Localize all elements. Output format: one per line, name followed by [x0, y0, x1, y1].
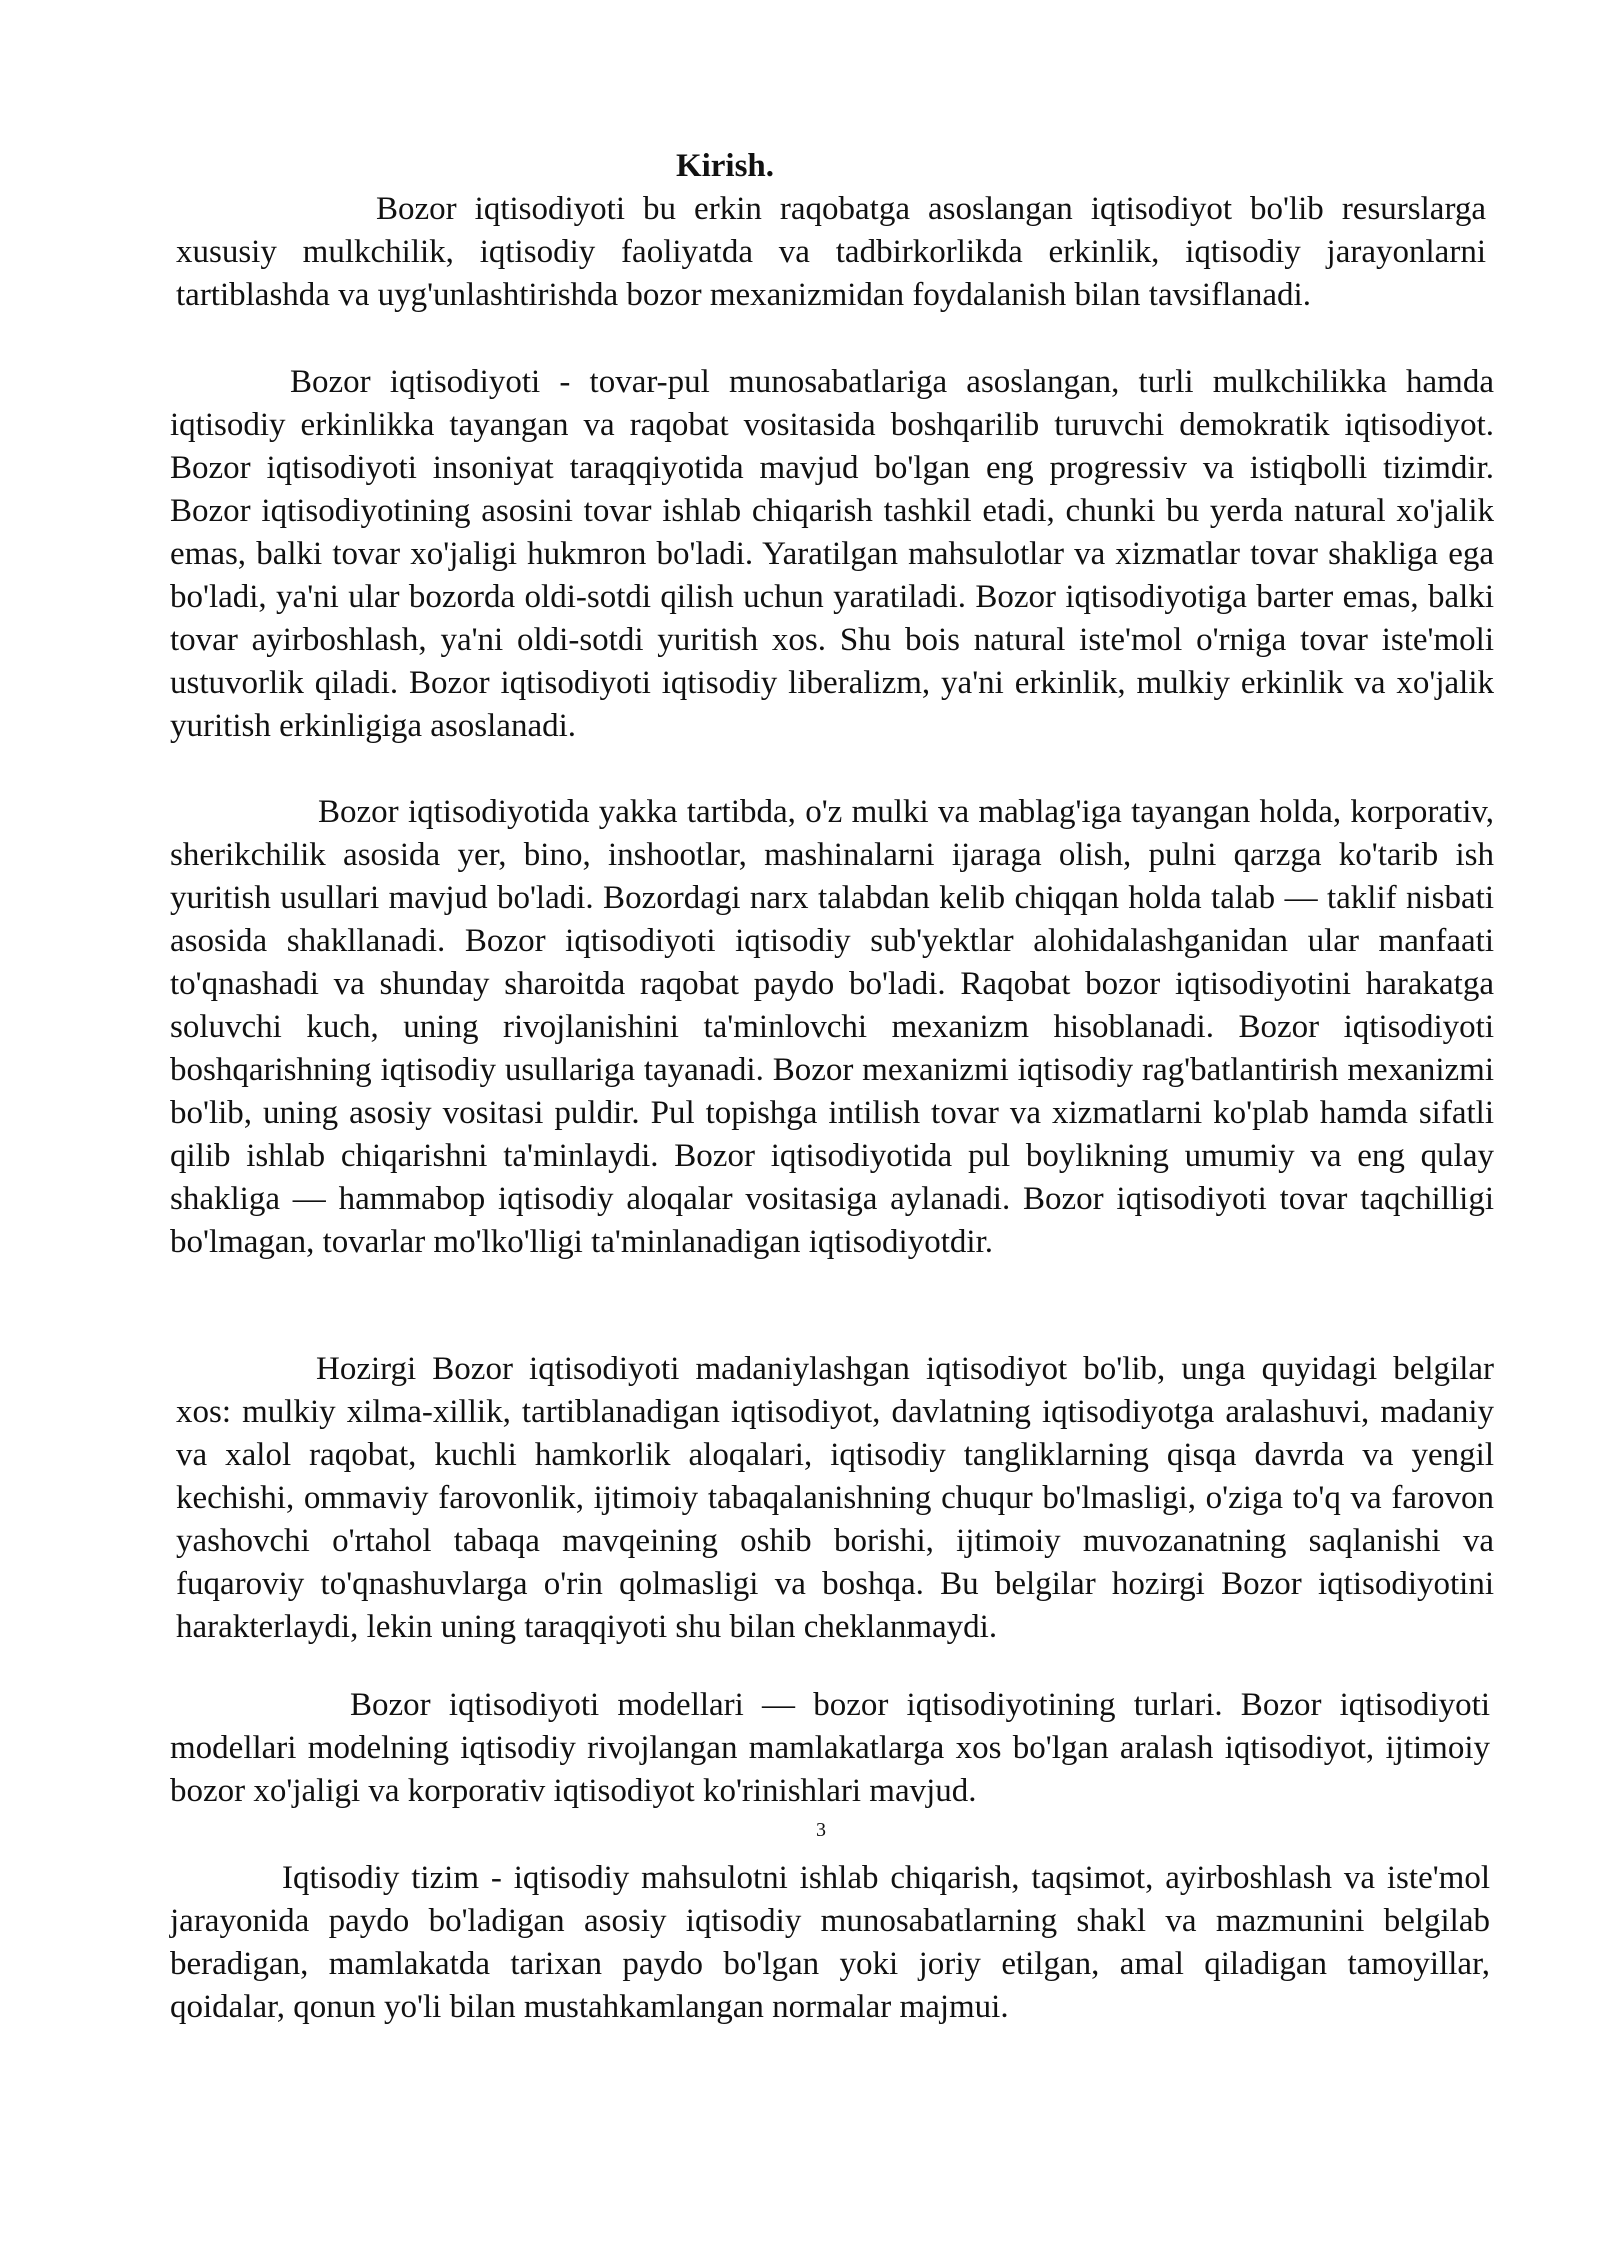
paragraph-market-economy-models: Bozor iqtisodiyoti modellari — bozor iqtisodiyotining turlari. Bozor iqtisodiyoti modellari modelning iqtisodiy rivojlangan mamlakatlarga xos bo'lgan aralash iqtisodiyot, ijtimoiy bozor xo'jaligi va korporativ iqtisodiyot ko'rinishlari mavjud.	[170, 1687, 1490, 1809]
paragraph-economic-system: Iqtisodiy tizim - iqtisodiy mahsulotni ishlab chiqarish, taqsimot, ayirboshlash va iste'mol jarayonida paydo bo'ladigan asosiy iqtisodiy munosabatlarning shakl va mazmunini belgilab beradigan, mamlakatda tarixan paydo bo'lgan yoki joriy etilgan, amal qiladigan tamoyillar, qoidalar, qonun yo'li bilan mustahkamlangan normalar majmui.	[170, 1860, 1490, 2025]
paragraph-modern-market-economy: Hozirgi Bozor iqtisodiyoti madaniylashgan iqtisodiyot bo'lib, unga quyidagi belgilar xos: mulkiy xilma-xillik, tartiblanadigan iqtisodiyot, davlatning iqtisodiyotga aralashuvi, madaniy va xalol raqobat, kuchli hamkorlik aloqalari, iqtisodiy tangliklarning qisqa davrda va yengil kechishi, ommaviy farovonlik, ijtimoiy tabaqalanishning chuqur bo'lmasligi, o'ziga to'q va farovon yashovchi o'rtahol tabaqa mavqeining oshib borishi, ijtimoiy muvozanatning saqlanishi va fuqaroviy to'qnashuvlarga o'rin qolmasligi va boshqa. Bu belgilar hozirgi Bozor iqtisodiyotini harakterlaydi, lekin uning taraqqiyoti shu bilan cheklanmaydi.	[176, 1351, 1494, 1645]
page-title: Kirish.	[675, 148, 775, 184]
paragraph-commodity-money-relations: Bozor iqtisodiyoti - tovar-pul munosabatlariga asoslangan, turli mulkchilikka hamda iqtisodiy erkinlikka tayangan va raqobat vositasida boshqarilib turuvchi demokratik iqtisodiyot. Bozor iqtisodiyoti insoniyat taraqqiyotida mavjud bo'lgan eng progressiv va istiqbolli tizimdir. Bozor iqtisodiyotining asosini tovar ishlab chiqarish tashkil etadi, chunki bu yerda natural xo'jalik emas, balki tovar xo'jaligi hukmron bo'ladi. Yaratilgan mahsulotlar va xizmatlar tovar shakliga ega bo'ladi, ya'ni ular bozorda oldi-sotdi qilish uchun yaratiladi. Bozor iqtisodiyotiga barter emas, balki tovar ayirboshlash, ya'ni oldi-sotdi yuritish xos. Shu bois natural iste'mol o'rniga tovar iste'moli ustuvorlik qiladi. Bozor iqtisodiyoti iqtisodiy liberalizm, ya'ni erkinlik, mulkiy erkinlik va xo'jalik yuritish erkinligiga asoslanadi.	[170, 364, 1494, 744]
paragraph-market-economy-definition: Bozor iqtisodiyoti bu erkin raqobatga asoslangan iqtisodiyot bo'lib resurslarga xususiy mulkchilik, iqtisodiy faoliyatda va tadbirkorlikda erkinlik, iqtisodiy jarayonlarni tartiblashda va uyg'unlashtirishda bozor mexanizmidan foydalanish bilan tavsiflanadi.	[176, 191, 1486, 313]
paragraph-business-methods: Bozor iqtisodiyotida yakka tartibda, o'z mulki va mablag'iga tayangan holda, korporativ, sherikchilik asosida yer, bino, inshootlar, mashinalarni ijaraga olish, pulni qarzga ko'tarib ish yuritish usullari mavjud bo'ladi. Bozordagi narx talabdan kelib chiqqan holda talab — taklif nisbati asosida shakllanadi. Bozor iqtisodiyoti iqtisodiy sub'yektlar alohidalashganidan ular manfaati to'qnashadi va shunday sharoitda raqobat paydo bo'ladi. Raqobat bozor iqtisodiyotini harakatga soluvchi kuch, uning rivojlanishini ta'minlovchi mexanizm hisoblanadi. Bozor iqtisodiyoti boshqarishning iqtisodiy usullariga tayanadi. Bozor mexanizmi iqtisodiy rag'batlantirish mexanizmi bo'lib, uning asosiy vositasi puldir. Pul topishga intilish tovar va xizmatlarni ko'plab hamda sifatli qilib ishlab chiqarishni ta'minlaydi. Bozor iqtisodiyotida pul boylikning umumiy va eng qulay shakliga — hammabop iqtisodiy aloqalar vositasiga aylanadi. Bozor iqtisodiyoti tovar taqchilligi bo'lmagan, tovarlar mo'lko'lligi ta'minlanadigan iqtisodiyotdir.	[170, 794, 1494, 1260]
page-number: 3	[816, 1819, 826, 1841]
